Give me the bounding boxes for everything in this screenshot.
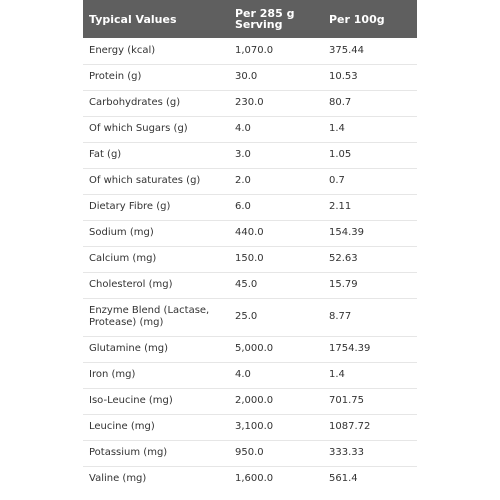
per-100g-value: 15.79: [329, 279, 358, 290]
nutrient-name: Leucine (mg): [89, 421, 155, 432]
nutrient-name: Potassium (mg): [89, 447, 168, 458]
nutrient-name: Of which saturates (g): [89, 175, 201, 186]
table-row: [83, 64, 417, 90]
table-row: [83, 38, 417, 64]
per-100g-value: 2.11: [329, 201, 352, 212]
per-100g-value: 375.44: [329, 44, 364, 56]
per-100g-value: 154.39: [329, 227, 364, 238]
per-serving-value: 2.0: [235, 175, 251, 186]
per-serving-value: 150.0: [235, 253, 264, 264]
per-100g-value: 1.05: [329, 149, 352, 160]
table-body: [83, 38, 417, 492]
per-serving-value: 25.0: [235, 311, 258, 322]
table-row: [83, 362, 417, 388]
per-serving-value: 950.0: [235, 447, 264, 458]
nutrient-name: Valine (mg): [89, 473, 147, 485]
per-serving-value: 230.0: [235, 97, 264, 108]
per-100g-value: 0.7: [329, 175, 345, 186]
per-serving-value: 30.0: [235, 71, 258, 82]
table-row: [83, 272, 417, 298]
header-per-serving: Per 285 g Serving: [235, 7, 295, 31]
per-serving-value: 5,000.0: [235, 343, 274, 354]
per-100g-value: 80.7: [329, 97, 352, 108]
header-row: [83, 0, 417, 38]
nutrient-name: Enzyme Blend (Lactase, Protease) (mg): [89, 305, 210, 328]
per-serving-value: 1,600.0: [235, 473, 274, 485]
table-row: [83, 142, 417, 168]
table-row: [83, 440, 417, 466]
nutrient-name: Dietary Fibre (g): [89, 201, 171, 212]
per-serving-value: 440.0: [235, 227, 264, 238]
nutrient-name: Carbohydrates (g): [89, 97, 181, 108]
per-serving-value: 3.0: [235, 149, 251, 160]
header-typical-values: Typical Values: [89, 12, 177, 26]
table-row: [83, 220, 417, 246]
header-per-100g: Per 100g: [329, 12, 385, 26]
per-serving-value: 2,000.0: [235, 395, 274, 406]
table-row: [83, 466, 417, 492]
per-serving-value: 4.0: [235, 123, 251, 134]
table-row: [83, 168, 417, 194]
nutrient-name: Calcium (mg): [89, 253, 157, 264]
per-100g-value: 561.4: [329, 473, 358, 485]
nutrient-name: Iron (mg): [89, 369, 136, 380]
per-100g-value: 1754.39: [329, 343, 371, 354]
nutrient-name: Energy (kcal): [89, 44, 156, 56]
table-row: [83, 194, 417, 220]
table-header: [83, 0, 417, 38]
nutrient-name: Sodium (mg): [89, 227, 154, 238]
table-row: [83, 90, 417, 116]
nutrient-name: Glutamine (mg): [89, 343, 168, 354]
table-row: [83, 336, 417, 362]
per-100g-value: 52.63: [329, 253, 358, 264]
nutrient-name: Fat (g): [89, 149, 122, 160]
per-100g-value: 10.53: [329, 71, 358, 82]
table-row: [83, 246, 417, 272]
per-100g-value: 1.4: [329, 369, 345, 380]
nutrient-name: Cholesterol (mg): [89, 279, 173, 290]
table-row: [83, 298, 417, 336]
table-row: [83, 414, 417, 440]
per-100g-value: 1087.72: [329, 421, 371, 432]
nutrition-table-container: [83, 0, 417, 500]
per-100g-value: 701.75: [329, 395, 364, 406]
per-100g-value: 333.33: [329, 447, 364, 458]
nutrient-name: Protein (g): [89, 71, 142, 82]
per-100g-value: 1.4: [329, 123, 345, 134]
per-serving-value: 3,100.0: [235, 421, 274, 432]
per-100g-value: 8.77: [329, 311, 352, 322]
per-serving-value: 1,070.0: [235, 44, 274, 56]
per-serving-value: 4.0: [235, 369, 251, 380]
nutrient-name: Of which Sugars (g): [89, 123, 188, 134]
nutrition-table: [83, 0, 417, 492]
per-serving-value: 45.0: [235, 279, 258, 290]
table-row: [83, 116, 417, 142]
per-serving-value: 6.0: [235, 201, 251, 212]
table-row: [83, 388, 417, 414]
nutrient-name: Iso-Leucine (mg): [89, 395, 173, 406]
